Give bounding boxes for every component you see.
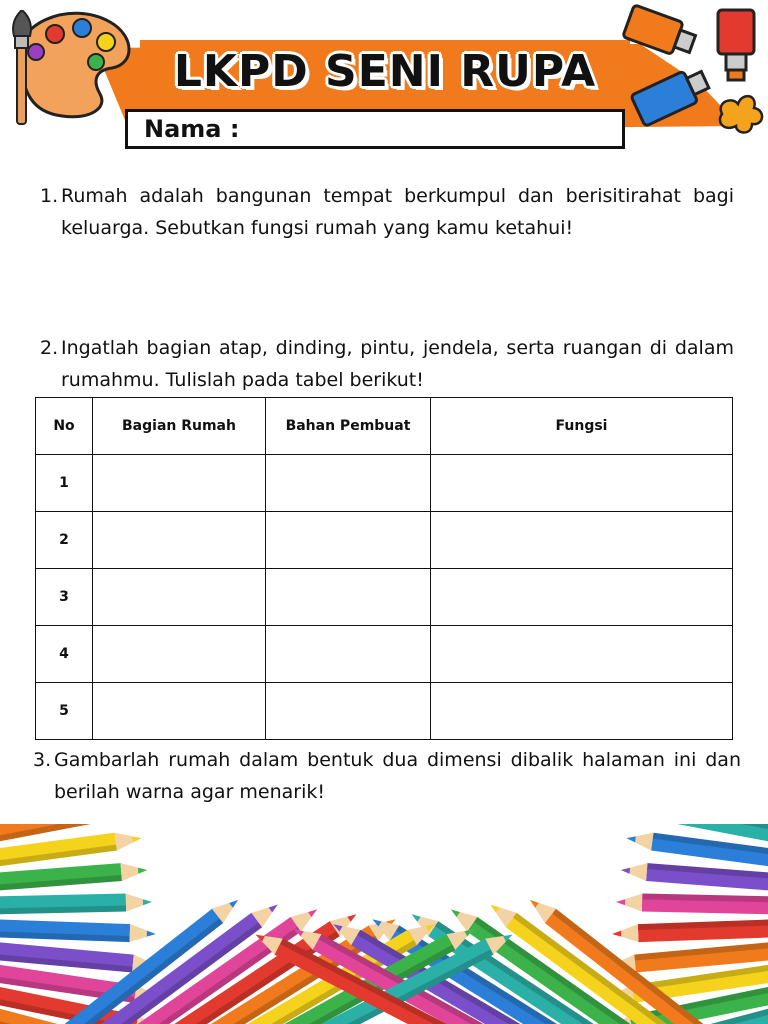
paintbrush-icon xyxy=(2,10,42,130)
question-2 xyxy=(40,332,734,396)
cell-bagian-rumah[interactable] xyxy=(93,455,266,512)
pencil xyxy=(0,893,152,917)
column-header-fungsi: Fungsi xyxy=(431,398,733,455)
name-field[interactable] xyxy=(125,109,625,149)
name-label: Nama : xyxy=(144,115,240,143)
column-header-bagian-rumah: Bagian Rumah xyxy=(93,398,266,455)
row-number: 5 xyxy=(36,683,93,740)
row-number: 2 xyxy=(36,512,93,569)
cell-bagian-rumah[interactable] xyxy=(93,569,266,626)
row-number: 1 xyxy=(36,455,93,512)
column-header-no: No xyxy=(36,398,93,455)
cell-bahan-pembuat[interactable] xyxy=(266,626,431,683)
column-header-bahan-pembuat: Bahan Pembuat xyxy=(266,398,431,455)
table-row xyxy=(36,626,733,683)
table-row xyxy=(36,512,733,569)
question-text: Gambarlah rumah dalam bentuk dua dimensi dibalik halaman ini dan berilah warna agar menarik! xyxy=(54,749,741,803)
question-text: Rumah adalah bangunan tempat berkumpul dan berisitirahat bagi keluarga. Sebutkan fungsi rumah yang kamu ketahui! xyxy=(61,185,734,239)
pencil xyxy=(0,915,156,943)
question-3 xyxy=(33,744,741,808)
paint-splash-icon xyxy=(712,88,768,138)
cell-fungsi[interactable] xyxy=(431,455,733,512)
cell-bahan-pembuat[interactable] xyxy=(266,569,431,626)
table-header-row xyxy=(36,398,733,455)
cell-bagian-rumah[interactable] xyxy=(93,683,266,740)
row-number: 3 xyxy=(36,569,93,626)
row-number: 4 xyxy=(36,626,93,683)
cell-fungsi[interactable] xyxy=(431,626,733,683)
cell-bahan-pembuat[interactable] xyxy=(266,455,431,512)
question-number: 2. xyxy=(40,337,59,359)
house-parts-table xyxy=(35,397,733,740)
pencil xyxy=(616,893,768,917)
question-number: 3. xyxy=(33,749,52,771)
cell-fungsi[interactable] xyxy=(431,512,733,569)
cell-bahan-pembuat[interactable] xyxy=(266,683,431,740)
pencil xyxy=(612,915,768,943)
question-1 xyxy=(40,180,734,244)
colored-pencils-illustration xyxy=(0,824,768,1024)
table-row xyxy=(36,455,733,512)
cell-fungsi[interactable] xyxy=(431,683,733,740)
cell-bagian-rumah[interactable] xyxy=(93,626,266,683)
table-row xyxy=(36,683,733,740)
table-row xyxy=(36,569,733,626)
question-number: 1. xyxy=(40,185,59,207)
cell-fungsi[interactable] xyxy=(431,569,733,626)
page-title: LKPD SENI RUPA xyxy=(173,45,597,97)
cell-bahan-pembuat[interactable] xyxy=(266,512,431,569)
cell-bagian-rumah[interactable] xyxy=(93,512,266,569)
question-text: Ingatlah bagian atap, dinding, pintu, jendela, serta ruangan di dalam rumahmu. Tulislah pada tabel berikut! xyxy=(61,337,734,391)
